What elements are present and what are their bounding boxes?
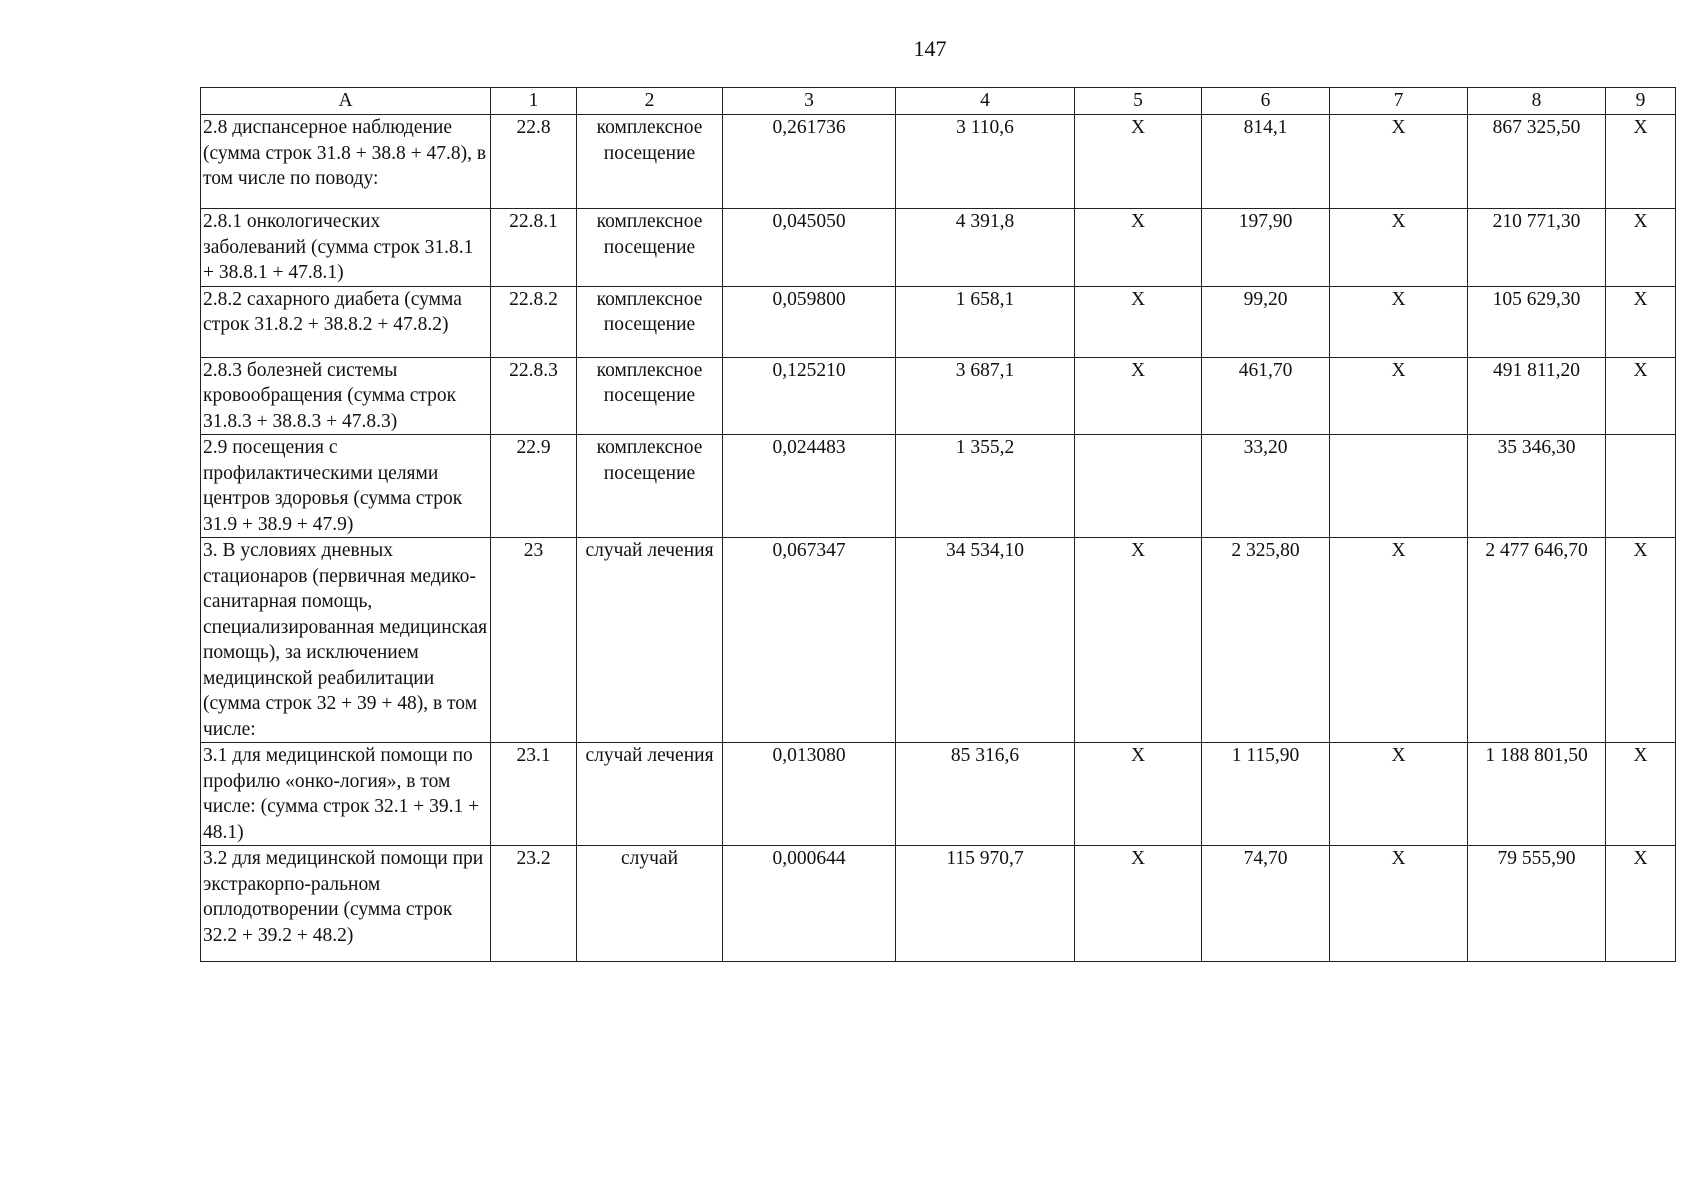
cell-col-8: 35 346,30 <box>1468 435 1606 538</box>
row-description: 2.8.3 болезней системы кровообращения (сумма строк 31.8.3 + 38.8.3 + 47.8.3) <box>201 357 491 435</box>
cell-col-7: X <box>1330 846 1468 962</box>
column-header: 4 <box>896 88 1075 115</box>
data-table <box>200 87 1676 962</box>
cell-col-6: 461,70 <box>1202 357 1330 435</box>
column-header: 2 <box>577 88 723 115</box>
cell-col-5: X <box>1075 846 1202 962</box>
cell-col-7: X <box>1330 743 1468 846</box>
cell-col-4: 3 110,6 <box>896 115 1075 209</box>
cell-col-7: X <box>1330 357 1468 435</box>
cell-col-7 <box>1330 435 1468 538</box>
row-description: 2.8 диспансерное наблюдение (сумма строк 31.8 + 38.8 + 47.8), в том числе по поводу: <box>201 115 491 209</box>
table-row <box>201 357 1676 435</box>
table-row <box>201 286 1676 357</box>
header-row <box>201 88 1676 115</box>
row-description: 2.9 посещения с профилактическими целями центров здоровья (сумма строк 31.9 + 38.9 + 47.9) <box>201 435 491 538</box>
table-row <box>201 846 1676 962</box>
cell-col-8: 105 629,30 <box>1468 286 1606 357</box>
cell-col-3: 0,125210 <box>723 357 896 435</box>
cell-col-5: X <box>1075 743 1202 846</box>
table-row <box>201 743 1676 846</box>
row-description: 2.8.2 сахарного диабета (сумма строк 31.8.2 + 38.8.2 + 47.8.2) <box>201 286 491 357</box>
cell-col-4: 4 391,8 <box>896 209 1075 287</box>
row-code: 22.8.3 <box>491 357 577 435</box>
unit-of-measure: комплексное посещение <box>577 435 723 538</box>
column-header: 5 <box>1075 88 1202 115</box>
unit-of-measure: комплексное посещение <box>577 357 723 435</box>
cell-col-6: 197,90 <box>1202 209 1330 287</box>
table-row <box>201 115 1676 209</box>
cell-col-6: 2 325,80 <box>1202 538 1330 743</box>
cell-col-9: X <box>1606 286 1676 357</box>
cell-col-8: 210 771,30 <box>1468 209 1606 287</box>
cell-col-8: 1 188 801,50 <box>1468 743 1606 846</box>
row-code: 23.2 <box>491 846 577 962</box>
cell-col-9: X <box>1606 209 1676 287</box>
cell-col-9: X <box>1606 538 1676 743</box>
cell-col-9: X <box>1606 357 1676 435</box>
row-code: 22.8.1 <box>491 209 577 287</box>
row-code: 23 <box>491 538 577 743</box>
cell-col-7: X <box>1330 286 1468 357</box>
cell-col-5 <box>1075 435 1202 538</box>
cell-col-3: 0,261736 <box>723 115 896 209</box>
cell-col-5: X <box>1075 357 1202 435</box>
column-header: 8 <box>1468 88 1606 115</box>
cell-col-3: 0,000644 <box>723 846 896 962</box>
column-header: 9 <box>1606 88 1676 115</box>
row-code: 23.1 <box>491 743 577 846</box>
cell-col-7: X <box>1330 209 1468 287</box>
cell-col-9: X <box>1606 846 1676 962</box>
column-header: А <box>201 88 491 115</box>
unit-of-measure: комплексное посещение <box>577 286 723 357</box>
cell-col-5: X <box>1075 286 1202 357</box>
unit-of-measure: случай <box>577 846 723 962</box>
row-description: 3.1 для медицинской помощи по профилю «онко-логия», в том числе: (сумма строк 32.1 + 39.1 + 48.1) <box>201 743 491 846</box>
cell-col-8: 2 477 646,70 <box>1468 538 1606 743</box>
page-number: 147 <box>913 36 947 61</box>
cell-col-4: 1 658,1 <box>896 286 1075 357</box>
cell-col-8: 491 811,20 <box>1468 357 1606 435</box>
row-description: 3. В условиях дневных стационаров (первичная медико-санитарная помощь, специализированная медицинская помощь), за исключением медицинской реабилитации (сумма строк 32 + 39 + 48), в том числе: <box>201 538 491 743</box>
row-description: 2.8.1 онкологических заболеваний (сумма строк 31.8.1 + 38.8.1 + 47.8.1) <box>201 209 491 287</box>
column-header: 6 <box>1202 88 1330 115</box>
cell-col-4: 34 534,10 <box>896 538 1075 743</box>
cell-col-8: 79 555,90 <box>1468 846 1606 962</box>
unit-of-measure: комплексное посещение <box>577 209 723 287</box>
cell-col-3: 0,059800 <box>723 286 896 357</box>
cell-col-4: 85 316,6 <box>896 743 1075 846</box>
cell-col-9: X <box>1606 743 1676 846</box>
cell-col-9 <box>1606 435 1676 538</box>
cell-col-6: 814,1 <box>1202 115 1330 209</box>
column-header: 7 <box>1330 88 1468 115</box>
cell-col-5: X <box>1075 115 1202 209</box>
column-header: 3 <box>723 88 896 115</box>
row-description: 3.2 для медицинской помощи при экстракорпо-ральном оплодотворении (сумма строк 32.2 + 39.2 + 48.2) <box>201 846 491 962</box>
cell-col-9: X <box>1606 115 1676 209</box>
cell-col-3: 0,013080 <box>723 743 896 846</box>
row-code: 22.8.2 <box>491 286 577 357</box>
table-row <box>201 538 1676 743</box>
cell-col-5: X <box>1075 538 1202 743</box>
row-code: 22.9 <box>491 435 577 538</box>
cell-col-4: 115 970,7 <box>896 846 1075 962</box>
column-header: 1 <box>491 88 577 115</box>
cell-col-4: 3 687,1 <box>896 357 1075 435</box>
cell-col-7: X <box>1330 538 1468 743</box>
cell-col-6: 74,70 <box>1202 846 1330 962</box>
cell-col-3: 0,024483 <box>723 435 896 538</box>
row-code: 22.8 <box>491 115 577 209</box>
cell-col-5: X <box>1075 209 1202 287</box>
unit-of-measure: случай лечения <box>577 743 723 846</box>
cell-col-7: X <box>1330 115 1468 209</box>
cell-col-4: 1 355,2 <box>896 435 1075 538</box>
cell-col-3: 0,045050 <box>723 209 896 287</box>
cell-col-3: 0,067347 <box>723 538 896 743</box>
unit-of-measure: комплексное посещение <box>577 115 723 209</box>
cell-col-6: 99,20 <box>1202 286 1330 357</box>
cell-col-8: 867 325,50 <box>1468 115 1606 209</box>
cell-col-6: 1 115,90 <box>1202 743 1330 846</box>
table-row <box>201 209 1676 287</box>
unit-of-measure: случай лечения <box>577 538 723 743</box>
cell-col-6: 33,20 <box>1202 435 1330 538</box>
table-row <box>201 435 1676 538</box>
